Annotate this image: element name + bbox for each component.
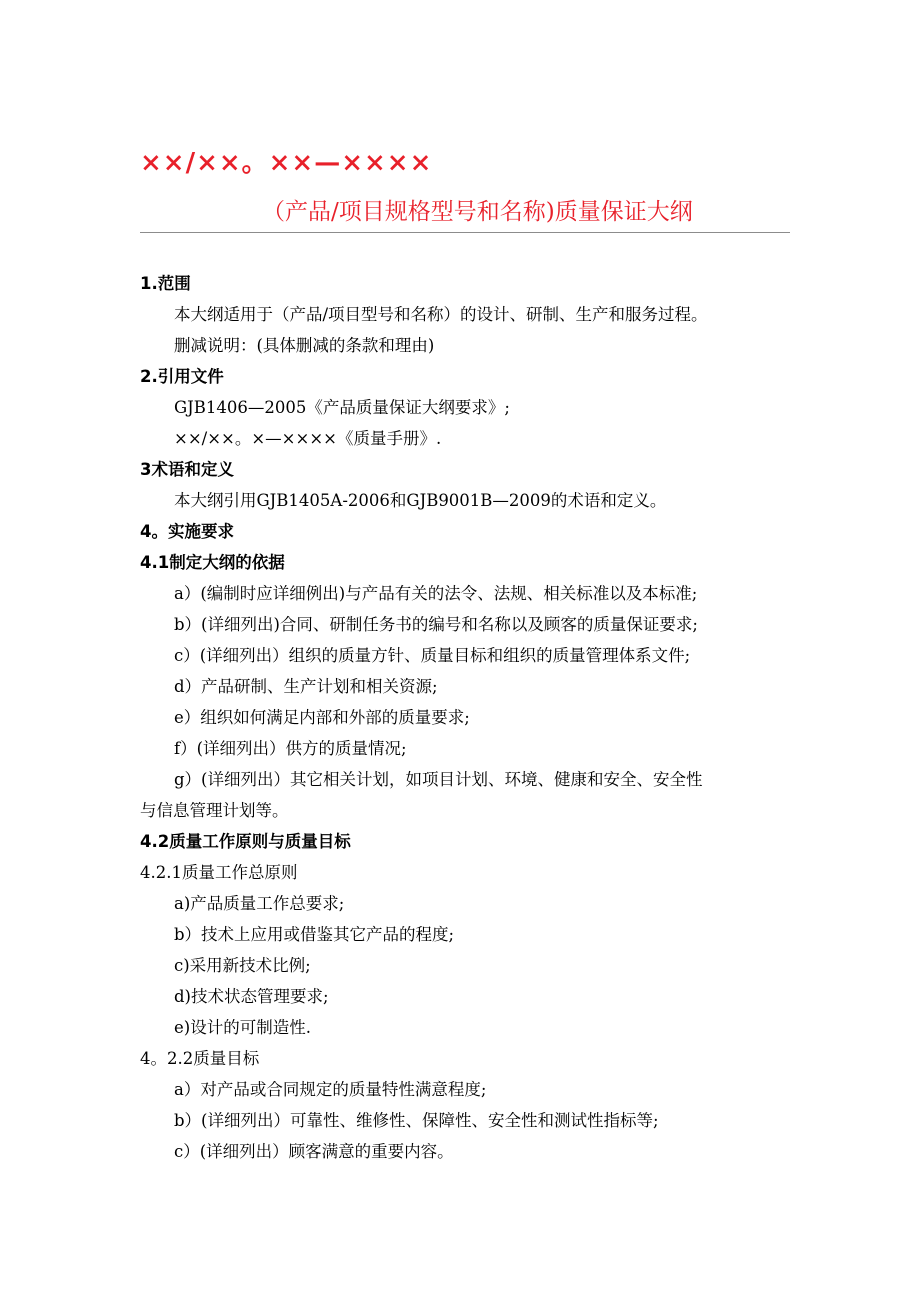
body-paragraph: c)采用新技术比例; <box>174 956 311 975</box>
body-paragraph: e）组织如何满足内部和外部的质量要求; <box>174 708 470 727</box>
body-paragraph: d）产品研制、生产计划和相关资源; <box>174 677 438 696</box>
body-paragraph: f）(详细列出）供方的质量情况; <box>174 739 407 758</box>
body-paragraph: 4.2.1质量工作总原则 <box>140 863 298 882</box>
body-paragraph: a）对产品或合同规定的质量特性满意程度; <box>174 1080 487 1099</box>
body-paragraph: d)技术状态管理要求; <box>174 987 329 1006</box>
document-title: （产品/项目规格型号和名称)质量保证大纲 <box>262 199 693 225</box>
body-paragraph: b）技术上应用或借鉴其它产品的程度; <box>174 925 455 944</box>
body-paragraph: 删减说明：(具体删减的条款和理由) <box>174 336 435 355</box>
body-paragraph: c）(详细列出）组织的质量方针、质量目标和组织的质量管理体系文件; <box>174 646 691 665</box>
section-heading: 2.引用文件 <box>140 367 224 386</box>
body-paragraph: b）(详细列出）可靠性、维修性、保障性、安全性和测试性指标等; <box>174 1111 659 1130</box>
body-paragraph: a)产品质量工作总要求; <box>174 894 345 913</box>
section-heading: 4.2质量工作原则与质量目标 <box>140 832 351 851</box>
section-heading: 4。实施要求 <box>140 522 234 541</box>
body-paragraph: b）(详细列出)合同、研制任务书的编号和名称以及顾客的质量保证要求; <box>174 615 698 634</box>
body-paragraph: ××/××。×—××××《质量手册》. <box>174 429 442 448</box>
body-paragraph: e)设计的可制造性. <box>174 1018 311 1037</box>
body-paragraph: 与信息管理计划等。 <box>140 801 289 820</box>
section-heading: 4.1制定大纲的依据 <box>140 553 285 572</box>
section-heading: 1.范围 <box>140 274 191 293</box>
doc-number: ××/××。××—×××× <box>140 148 433 178</box>
section-heading: 3术语和定义 <box>140 460 234 479</box>
body-paragraph: a）(编制时应详细例出)与产品有关的法令、法规、相关标准以及本标准; <box>174 584 698 603</box>
document-body <box>140 268 790 1167</box>
body-paragraph: c）(详细列出）顾客满意的重要内容。 <box>174 1142 454 1161</box>
body-paragraph: 本大纲引用GJB1405A-2006和GJB9001B—2009的术语和定义。 <box>174 491 667 510</box>
title-divider <box>140 232 790 233</box>
body-paragraph: 4。2.2质量目标 <box>140 1049 260 1068</box>
body-paragraph: GJB1406—2005《产品质量保证大纲要求》; <box>174 398 510 417</box>
body-paragraph: g）(详细列出）其它相关计划，如项目计划、环境、健康和安全、安全性 <box>174 770 703 789</box>
body-paragraph: 本大纲适用于（产品/项目型号和名称）的设计、研制、生产和服务过程。 <box>174 305 708 324</box>
